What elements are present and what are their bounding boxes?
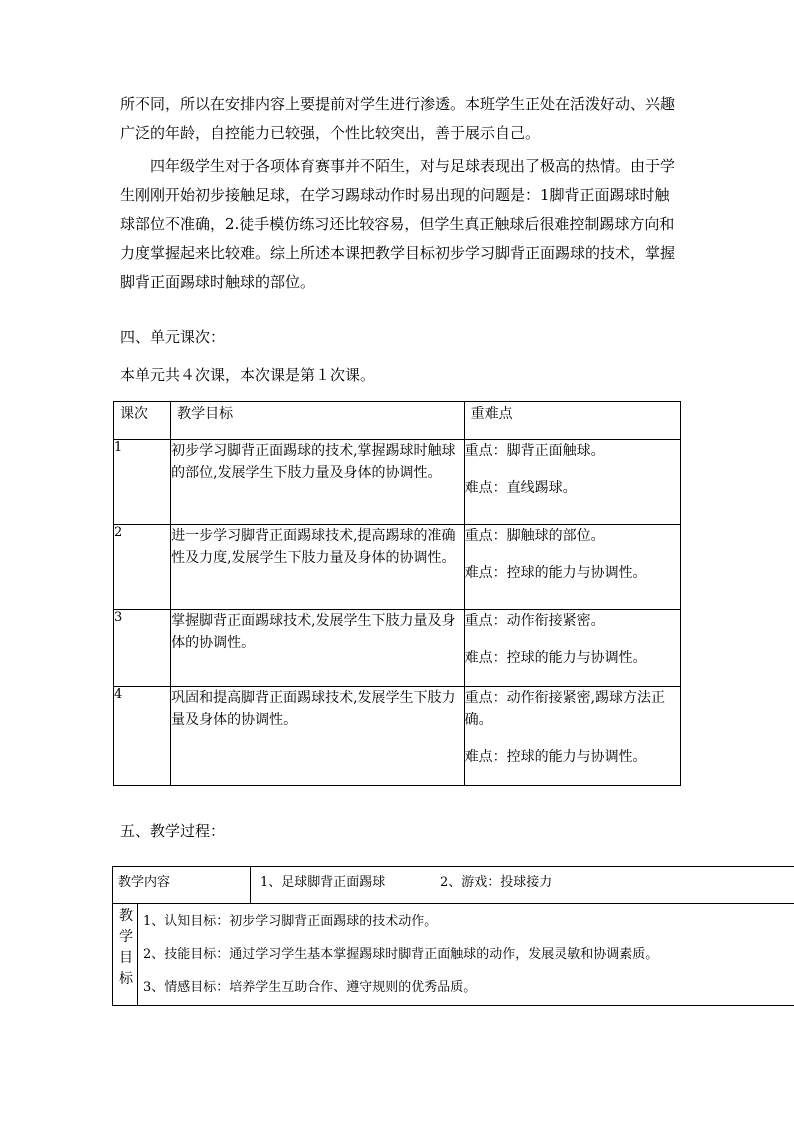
table-row bbox=[114, 525, 681, 610]
lesson-key-points bbox=[464, 687, 680, 786]
key-point: 重点：动作衔接紧密。 bbox=[464, 613, 605, 629]
lesson-key-points bbox=[464, 610, 680, 687]
header-lesson-number: 课次 bbox=[114, 402, 171, 440]
key-point: 重点：动作衔接紧密,踢球方法正确。 bbox=[464, 690, 666, 728]
teaching-process-table bbox=[112, 866, 794, 1006]
lesson-goal: 掌握脚背正面踢球技术,发展学生下肢力量及身体的协调性。 bbox=[171, 610, 465, 687]
teaching-content-row bbox=[113, 867, 794, 904]
lesson-number: 3 bbox=[114, 610, 171, 687]
teaching-content-label: 教学内容 bbox=[118, 875, 171, 890]
lesson-number: 2 bbox=[114, 525, 171, 610]
section-5-heading: 五、教学过程： bbox=[120, 822, 226, 840]
objective-skill: 2、技能目标：通过学习学生基本掌握踢球时脚背正面触球的动作，发展灵敏和协调素质。 bbox=[143, 947, 659, 962]
lesson-number: 4 bbox=[114, 687, 171, 786]
lesson-key-points bbox=[464, 440, 680, 525]
difficult-point: 难点：控球的能力与协调性。 bbox=[464, 650, 647, 666]
unit-lessons-table bbox=[113, 401, 681, 786]
intro-paragraph-2: 四年级学生对于各项体育赛事并不陌生，对与足球表现出了极高的热情。由于学生刚刚开始初步接触足球，在学习踢球动作时易出现的问题是：1脚背正面踢球时触球部位不准确，2.徒手模仿练习还比较容易，但学生真正触球后很难控制踢球方向和力度掌握起来比较难。综上所述本课把教学目标初步学习脚背正面踢球的技术，掌握脚背正面踢球时触球的部位。 bbox=[120, 157, 676, 291]
lesson-key-points bbox=[464, 525, 680, 610]
header-teaching-goal: 教学目标 bbox=[171, 402, 465, 440]
key-point: 重点：脚触球的部位。 bbox=[464, 528, 605, 544]
difficult-point: 难点：控球的能力与协调性。 bbox=[464, 565, 647, 581]
teaching-objectives-label: 教学目标 bbox=[119, 908, 133, 987]
objective-cognitive: 1、认知目标：初步学习脚背正面踢球的技术动作。 bbox=[143, 914, 438, 929]
objective-affective: 3、情感目标：培养学生互助合作、遵守规则的优秀品质。 bbox=[143, 980, 477, 995]
table-row bbox=[114, 610, 681, 687]
section-4-heading: 四、单元课次： bbox=[120, 328, 226, 346]
table-row bbox=[114, 687, 681, 786]
table-header-row bbox=[114, 402, 681, 440]
intro-paragraph-1: 所不同，所以在安排内容上要提前对学生进行渗透。本班学生正处在活泼好动、兴趣广泛的年龄，自控能力已较强，个性比较突出，善于展示自己。 bbox=[120, 95, 676, 142]
lesson-goal: 巩固和提高脚背正面踢球技术,发展学生下肢力量及身体的协调性。 bbox=[171, 687, 465, 786]
difficult-point: 难点：控球的能力与协调性。 bbox=[464, 749, 647, 765]
difficult-point: 难点：直线踢球。 bbox=[464, 480, 577, 496]
column-divider bbox=[250, 867, 251, 903]
column-divider bbox=[137, 904, 138, 1006]
teaching-content-item: 1、足球脚背正面踢球 bbox=[260, 875, 386, 890]
table-row bbox=[114, 440, 681, 525]
teaching-objectives-list bbox=[143, 905, 658, 1004]
unit-lesson-summary: 本单元共４次课，本次课是第１次课。 bbox=[120, 366, 376, 384]
teaching-content-item: 2、游戏：投球接力 bbox=[440, 875, 553, 890]
key-point: 重点：脚背正面触球。 bbox=[464, 443, 605, 459]
lesson-goal: 初步学习脚背正面踢球的技术,掌握踢球时触球的部位,发展学生下肢力量及身体的协调性。 bbox=[171, 440, 465, 525]
lesson-goal: 进一步学习脚背正面踢球技术,提高踢球的准确性及力度,发展学生下肢力量及身体的协调性。 bbox=[171, 525, 465, 610]
lesson-number: 1 bbox=[114, 440, 171, 525]
header-key-difficult-points: 重难点 bbox=[464, 402, 680, 440]
